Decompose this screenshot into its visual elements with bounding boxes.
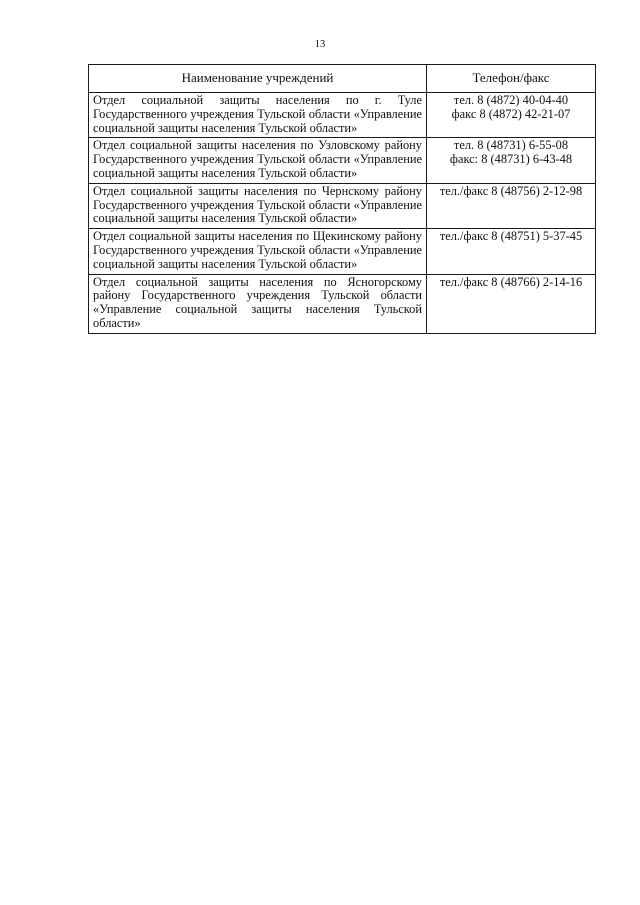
institution-name-cell: Отдел социальной защиты населения по Щекинскому району Государственного учреждения Тульской области «Управление социальной защиты населения Тульской области» [89,229,427,274]
phone-cell [427,229,596,274]
column-header-name: Наименование учреждений [89,65,427,93]
phone-cell [427,93,596,138]
phone-fax-number: тел./факс 8 (48766) 2-14-16 [439,274,583,289]
table-row [89,229,596,274]
page-number: 13 [314,39,326,50]
institution-name-cell: Отдел социальной защиты населения по г. Туле Государственного учреждения Тульской области «Управление социальной защиты населения Тульской области» [89,93,427,138]
column-header-phone: Телефон/факс [427,65,596,93]
phone-cell [427,183,596,228]
institution-name-cell: Отдел социальной защиты населения по Чернскому району Государственного учреждения Тульской области «Управление социальной защиты населения Тульской области» [89,183,427,228]
institution-name-cell: Отдел социальной защиты населения по Ясногорскому району Государственного учреждения Тульской области «Управление социальной защиты населения Тульской области» [89,274,427,333]
table-row [89,274,596,333]
phone-cell [427,274,596,333]
table-row [89,138,596,183]
table-row [89,93,596,138]
phone-cell [427,138,596,183]
phone-number: тел. 8 (48731) 6-55-08 [453,138,569,153]
table-row [89,183,596,228]
fax-number: факс: 8 (48731) 6-43-48 [449,152,573,167]
institutions-table [88,64,596,334]
phone-fax-number: тел./факс 8 (48751) 5-37-45 [439,229,583,244]
institution-name-cell: Отдел социальной защиты населения по Узловскому району Государственного учреждения Тульской области «Управление социальной защиты населения Тульской области» [89,138,427,183]
phone-number: тел. 8 (4872) 40-04-40 [453,93,569,107]
fax-number: факс 8 (4872) 42-21-07 [451,106,571,121]
table-header-row [89,65,596,93]
phone-fax-number: тел./факс 8 (48756) 2-12-98 [439,183,583,198]
